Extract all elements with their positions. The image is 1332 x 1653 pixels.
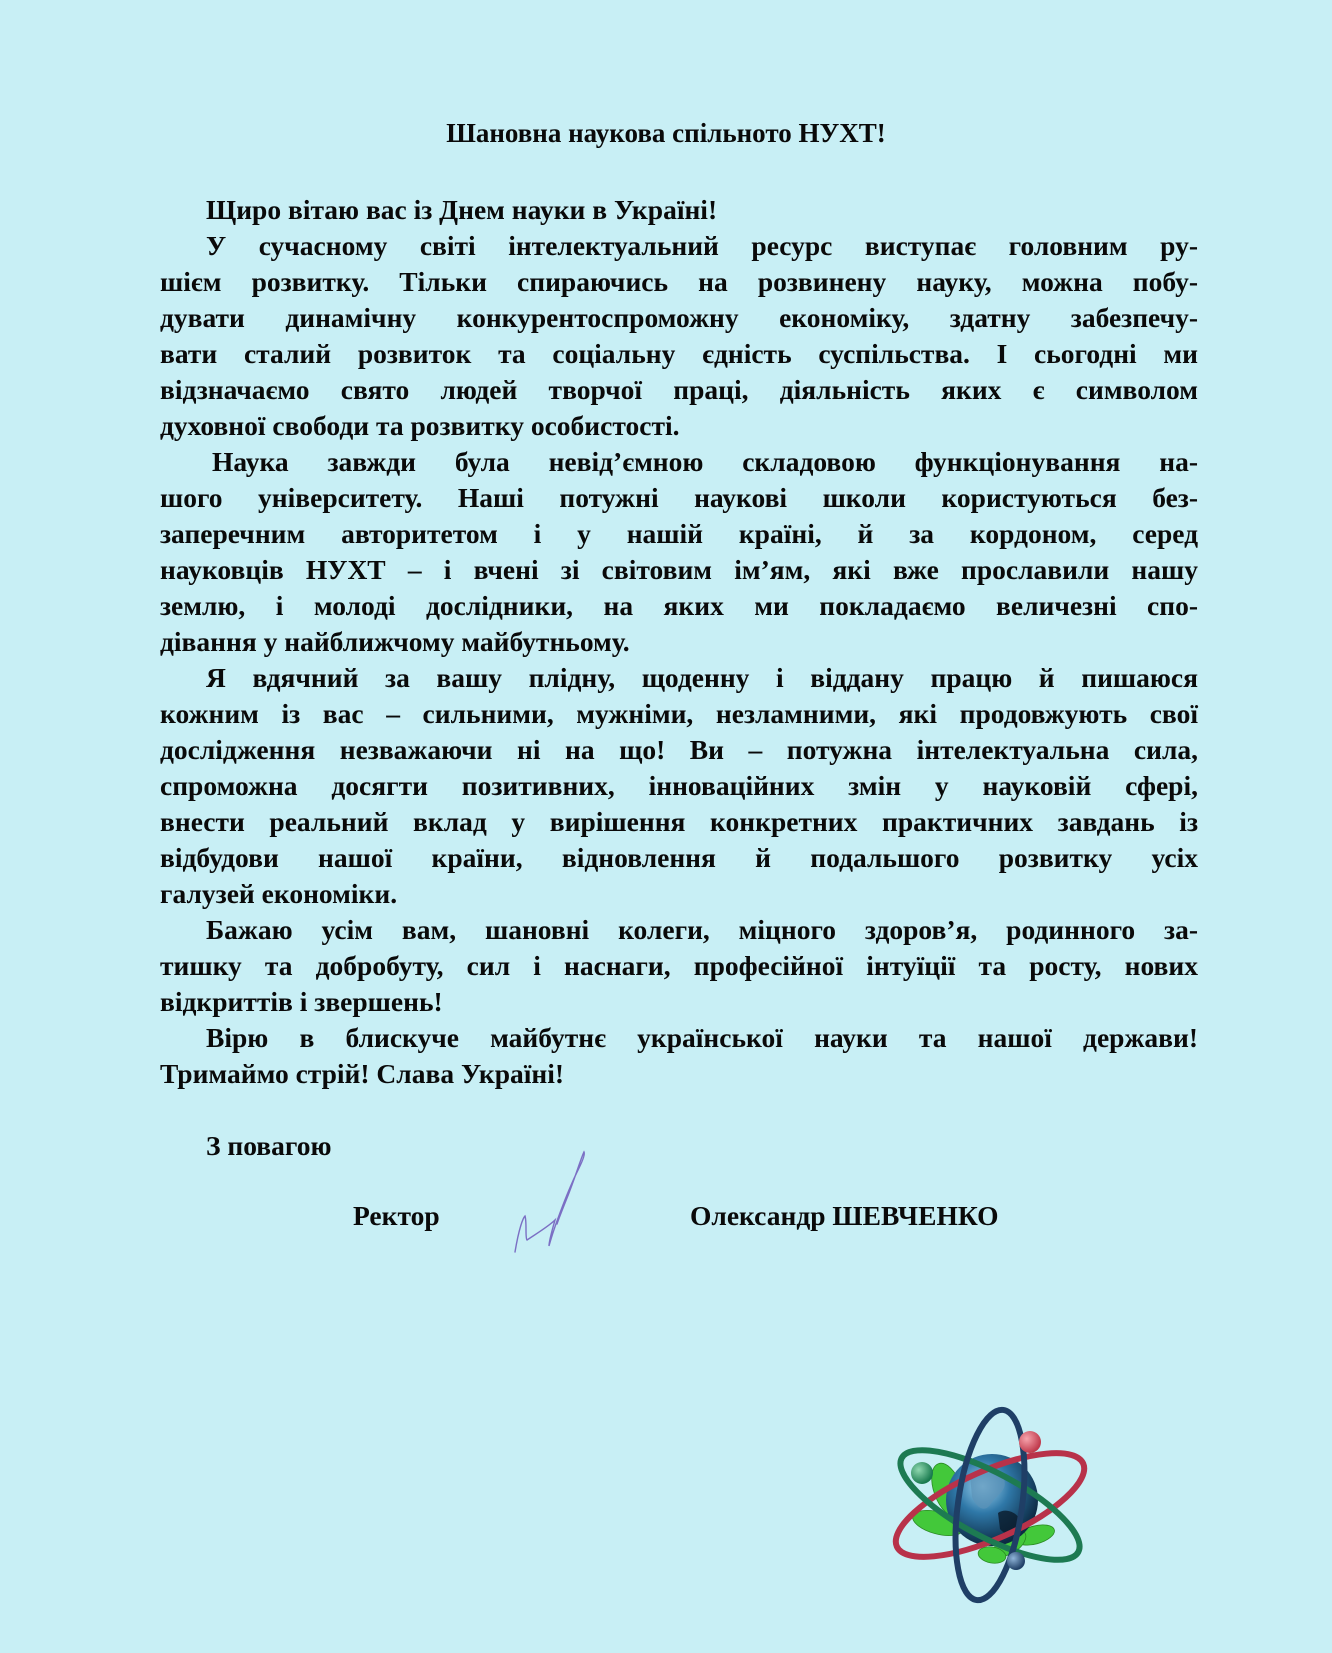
text-line: відзначаємо свято людей творчої праці, діяльність яких є символом <box>160 374 1198 405</box>
text-line: шого університету. Наші потужні наукові школи користуються без- <box>160 482 1198 513</box>
text-line: внести реальний вклад у вирішення конкретних практичних завдань із <box>160 806 1198 837</box>
text-line: вати сталий розвиток та соціальну єдність суспільства. І сьогодні ми <box>160 338 1198 369</box>
signature-icon <box>505 1148 615 1258</box>
paragraph-1 <box>160 228 1198 444</box>
paragraph-2 <box>160 444 1198 660</box>
text-line: У сучасному світі інтелектуальний ресурс виступає головним ру- <box>206 230 1198 261</box>
text-line: шієм розвитку. Тільки спираючись на розвинену науку, можна побу- <box>160 266 1198 297</box>
text-line: спроможна досягти позитивних, інноваційних змін у науковій сфері, <box>160 770 1198 801</box>
text-line: Тримаймо стрій! Слава Україні! <box>160 1058 565 1089</box>
paragraph-4 <box>160 912 1198 1020</box>
text-line: дувати динамічну конкурентоспроможну економіку, здатну забезпечу- <box>160 302 1198 333</box>
text-line: Я вдячний за вашу плідну, щоденну і віддану працю й пишаюся <box>206 662 1198 693</box>
letter-title: Шановна наукова спільното НУХТ! <box>446 118 886 148</box>
text-line: галузей економіки. <box>160 878 398 909</box>
text-line: духовної свободи та розвитку особистості. <box>160 410 680 441</box>
signatory-name: Олександр ШЕВЧЕНКО <box>690 1200 999 1231</box>
closing-phrase: З повагою <box>206 1130 332 1161</box>
paragraph-3 <box>160 660 1198 912</box>
text-line: дівання у найближчому майбутньому. <box>160 626 630 657</box>
paragraph-5 <box>160 1020 1198 1092</box>
text-line: заперечним авторитетом і у нашій країні, й за кордоном, серед <box>160 518 1198 549</box>
atom-globe-icon <box>880 1395 1100 1625</box>
greeting-line: Щиро вітаю вас із Днем науки в Україні! <box>206 194 718 225</box>
signatory-position: Ректор <box>353 1200 440 1231</box>
text-line: Вірю в блискуче майбутнє української науки та нашої держави! <box>206 1022 1198 1053</box>
text-line: відкриттів і звершень! <box>160 986 443 1017</box>
electron-blue <box>1007 1552 1025 1570</box>
text-line: Бажаю усім вам, шановні колеги, міцного здоров’я, родинного за- <box>206 914 1198 945</box>
text-line: землю, і молоді дослідники, на яких ми покладаємо величезні спо- <box>160 590 1198 621</box>
text-line: відбудови нашої країни, відновлення й подальшого розвитку усіх <box>160 842 1198 873</box>
letter-body <box>160 192 1198 1092</box>
text-line: дослідження незважаючи ні на що! Ви – потужна інтелектуальна сила, <box>160 734 1198 765</box>
text-line: науковців НУХТ – і вчені зі світовим ім’ям, які вже прославили нашу <box>160 554 1198 585</box>
electron-red <box>1019 1431 1041 1453</box>
text-line: тишку та добробуту, сил і наснаги, професійної інтуїції та росту, нових <box>160 950 1198 981</box>
text-line: Наука завжди була невід’ємною складовою функціонування на- <box>212 446 1198 477</box>
electron-green <box>911 1462 933 1484</box>
text-line: кожним із вас – сильними, мужніми, незламними, які продовжують свої <box>160 698 1198 729</box>
